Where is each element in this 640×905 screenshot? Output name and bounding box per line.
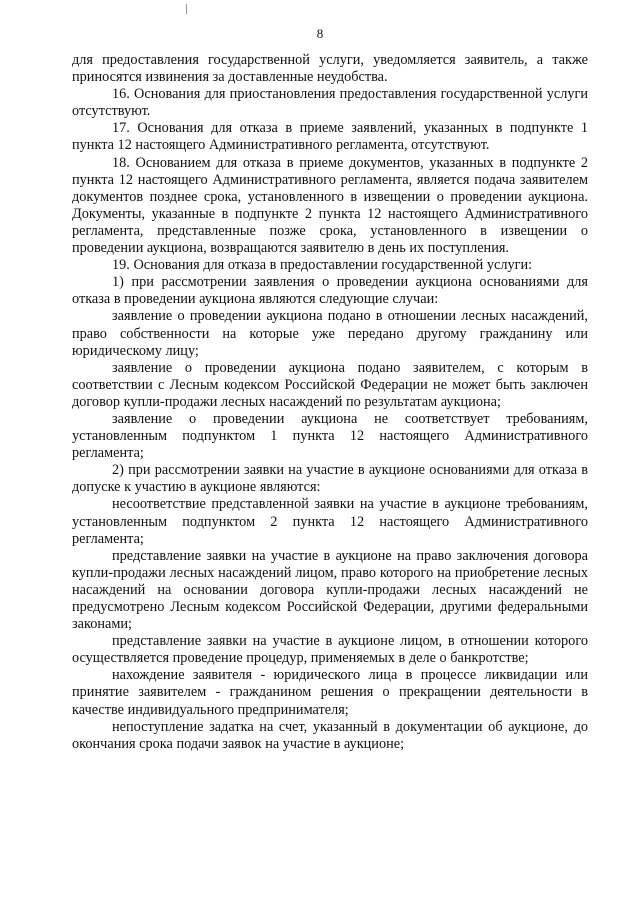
paragraph: 16. Основания для приостановления предоставления государственной услуги отсутствуют. — [72, 86, 588, 120]
paragraph: 1) при рассмотрении заявления о проведении аукциона основаниями для отказа в проведении аукциона являются следующие случаи: — [72, 274, 588, 308]
paragraph: заявление о проведении аукциона не соответствует требованиям, установленным подпунктом 1 пункта 12 настоящего Административного регламента; — [72, 410, 588, 462]
page-number: 8 — [316, 26, 324, 41]
paragraph: представление заявки на участие в аукционе на право заключения договора купли-продажи лесных насаждений лицом, право которого на приобретение лесных насаждений на основании договора купли-продажи лесных насаждений не предусмотрено Лесным кодексом Российской Федерации, другими федеральными законами; — [72, 547, 588, 633]
paragraph: заявление о проведении аукциона подано в отношении лесных насаждений, право собственности на которые уже передано другому гражданину или юридическому лицу; — [72, 308, 588, 359]
document-body — [72, 52, 588, 753]
paragraph: для предоставления государственной услуги, уведомляется заявитель, а также приносятся извинения за доставленные неудобства. — [72, 52, 588, 86]
paragraph: заявление о проведении аукциона подано заявителем, с которым в соответствии с Лесным кодексом Российской Федерации не может быть заключен договор купли-продажи лесных насаждений по результатам аукциона; — [72, 359, 588, 410]
paragraph: 17. Основания для отказа в приеме заявлений, указанных в подпункте 1 пункта 12 настоящего Административного регламента, отсутствуют. — [72, 120, 588, 154]
paragraph: представление заявки на участие в аукционе лицом, в отношении которого осуществляется проведение процедур, применяемых в деле о банкротстве; — [72, 633, 588, 667]
paragraph: 18. Основанием для отказа в приеме документов, указанных в подпункте 2 пункта 12 настоящего Административного регламента, является подача заявителем документов позднее срока, установленного в извещении о проведении аукциона. Документы, указанные в подпункте 2 пункта 12 настоящего Административного регламента, представленные позже срока, установленного в извещении о проведении аукциона, возвращаются заявителю в день их поступления. — [72, 154, 588, 257]
scan-mark — [186, 4, 187, 14]
paragraph: 2) при рассмотрении заявки на участие в аукционе основаниями для отказа в допуске к участию в аукционе являются: — [72, 462, 588, 496]
paragraph: 19. Основания для отказа в предоставлении государственной услуги: — [112, 257, 533, 274]
paragraph: несоответствие представленной заявки на участие в аукционе требованиям, установленным подпунктом 2 пункта 12 настоящего Административного регламента; — [72, 496, 588, 547]
paragraph: нахождение заявителя - юридического лица в процессе ликвидации или принятие заявителем - гражданином решения о прекращении деятельности в качестве индивидуального предпринимателя; — [72, 667, 588, 718]
paragraph: непоступление задатка на счет, указанный в документации об аукционе, до окончания срока подачи заявок на участие в аукционе; — [72, 718, 588, 752]
